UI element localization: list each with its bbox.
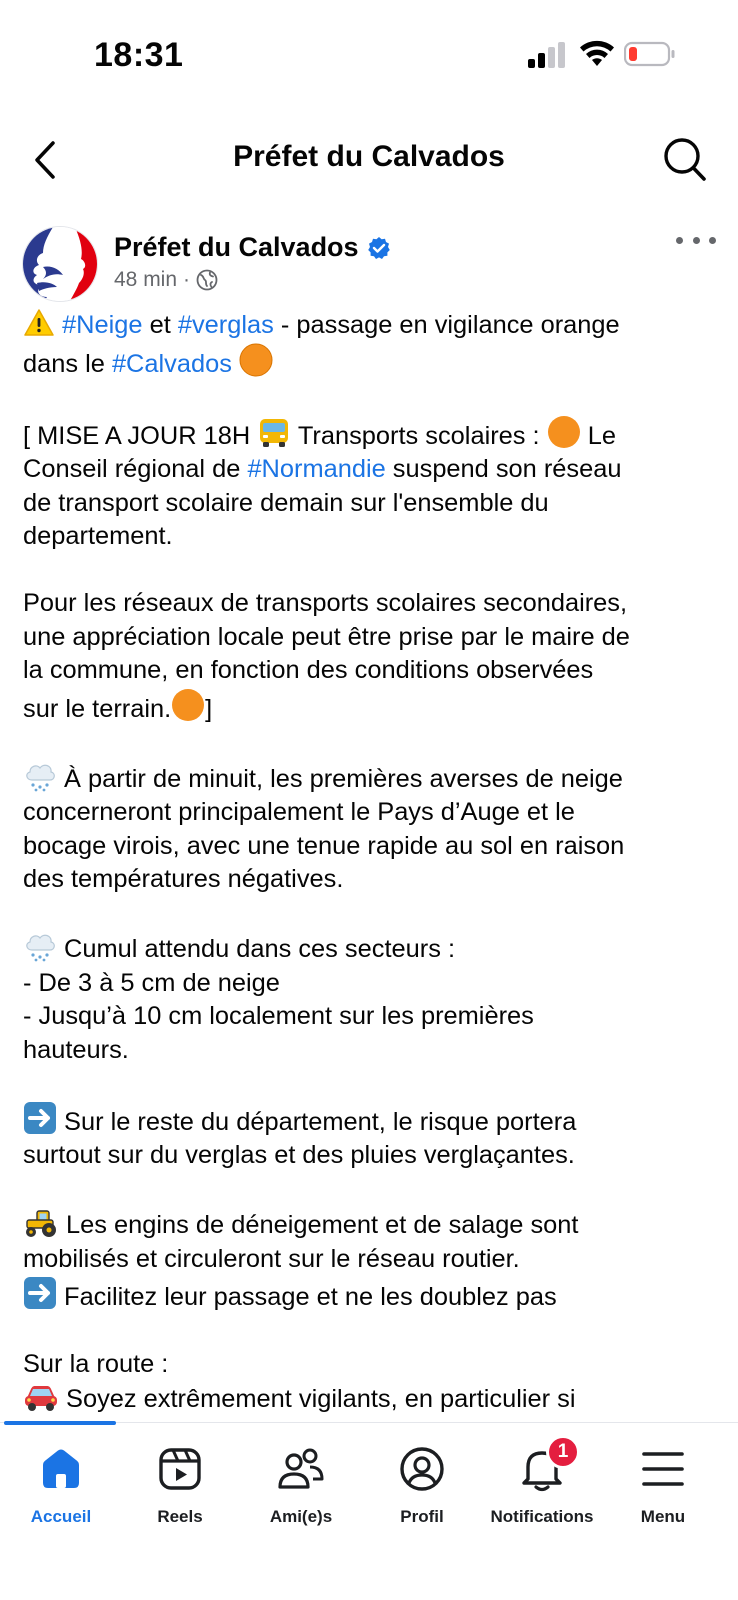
post-header <box>0 224 738 304</box>
post-line-blank <box>23 726 713 760</box>
snow-cloud-icon <box>23 930 57 962</box>
orange-circle-icon <box>171 688 205 722</box>
post-options-button[interactable] <box>676 230 716 250</box>
post-line: departement. <box>23 522 173 550</box>
status-time: 18:31 <box>94 36 184 74</box>
tab-notifications[interactable] <box>481 1437 603 1557</box>
post-line: Facilitez leur passage et ne les doublez pas <box>23 1276 713 1315</box>
post-line: Cumul attendu dans ces secteurs : <box>23 930 713 967</box>
marianne-logo-icon <box>23 227 98 302</box>
orange-circle-icon <box>547 415 581 449</box>
page-title: Préfet du Calvados <box>233 140 505 173</box>
more-dot-icon <box>693 237 700 244</box>
post-line: Les engins de déneigement et de salage sont <box>23 1206 713 1243</box>
orange-circle-icon <box>239 343 273 377</box>
home-icon <box>37 1445 85 1493</box>
post-line: de transport scolaire demain sur l'ensemble du <box>23 488 549 517</box>
top-nav-bar <box>0 128 738 192</box>
author-name[interactable] <box>114 232 391 263</box>
hashtag-link[interactable]: #Normandie <box>247 455 386 483</box>
bell-icon <box>518 1441 569 1493</box>
battery-icon <box>624 40 676 68</box>
tab-reels[interactable] <box>119 1437 241 1557</box>
post-line: #Neige et #verglas - passage en vigilance orange <box>23 308 713 343</box>
right-arrow-icon <box>23 1101 57 1135</box>
post-line-blank <box>23 1315 713 1349</box>
friends-icon <box>277 1445 325 1493</box>
bottom-tab-bar <box>0 1422 738 1600</box>
post-line: Soyez extrêmement vigilants, en particulier si <box>23 1382 713 1417</box>
verified-badge-icon <box>367 236 391 260</box>
search-button[interactable] <box>660 134 710 186</box>
post-line: des températures négatives. <box>23 865 344 893</box>
post-line: Sur la route : <box>23 1350 169 1378</box>
notification-badge: 1 <box>546 1435 580 1469</box>
tab-label: Profil <box>400 1507 444 1526</box>
post-line-blank <box>23 554 713 588</box>
post-line-blank <box>23 1067 713 1101</box>
post-line: concerneront principalement le Pays d’Auge et le <box>23 798 575 826</box>
tab-label: Reels <box>157 1507 203 1526</box>
profile-icon <box>398 1445 446 1493</box>
tab-profile[interactable] <box>361 1437 483 1557</box>
post-text <box>23 308 713 1450</box>
right-arrow-icon <box>23 1276 57 1310</box>
tab-label: Ami(e)s <box>269 1507 333 1526</box>
warning-icon <box>23 308 55 338</box>
post-meta <box>114 268 218 292</box>
page-avatar[interactable] <box>22 226 98 302</box>
cellular-signal-icon <box>528 42 566 68</box>
status-bar <box>0 0 738 100</box>
post-line: sur le terrain. ] <box>23 688 713 727</box>
tab-friends[interactable] <box>240 1437 362 1557</box>
post-line: une appréciation locale peut être prise par le maire de <box>23 622 630 651</box>
wifi-icon <box>580 40 614 68</box>
post-line: [ MISE A JOUR 18H Transports scolaires : Le <box>23 415 713 454</box>
post-line: dans le #Calvados <box>23 343 713 382</box>
hashtag-link[interactable]: #verglas <box>177 311 274 339</box>
tab-label: Notifications <box>490 1507 594 1526</box>
post-line: Pour les réseaux de transports scolaires secondaires, <box>23 589 628 617</box>
globe-icon <box>196 269 218 291</box>
tab-home[interactable] <box>0 1437 122 1557</box>
hashtag-link[interactable]: #Neige <box>62 311 143 339</box>
tractor-icon <box>23 1206 59 1238</box>
post-line-blank <box>23 381 713 415</box>
post-line: surtout sur du verglas et des pluies verglaçantes. <box>23 1141 575 1169</box>
post-line: bocage virois, avec une tenue rapide au sol en raison <box>23 831 625 860</box>
post-line: Conseil régional de #Normandie suspend son réseau <box>23 455 622 483</box>
post-line: À partir de minuit, les premières averses de neige <box>23 760 713 797</box>
search-icon <box>663 137 707 183</box>
tab-menu[interactable] <box>602 1437 724 1557</box>
post-line: hauteurs. <box>23 1035 129 1064</box>
hashtag-link[interactable]: #Calvados <box>111 349 232 378</box>
tab-label: Accueil <box>30 1507 92 1526</box>
tab-label: Menu <box>640 1507 686 1526</box>
post-line: Sur le reste du département, le risque portera <box>23 1101 713 1140</box>
more-dot-icon <box>709 237 716 244</box>
post-line: la commune, en fonction des conditions observées <box>23 656 594 684</box>
post-line-blank <box>23 897 713 931</box>
bus-icon <box>257 417 291 449</box>
meta-separator: · <box>183 268 191 291</box>
post-line-blank <box>23 1173 713 1207</box>
active-tab-indicator <box>4 1421 116 1425</box>
author-name-text: Préfet du Calvados <box>114 232 359 262</box>
reels-icon <box>156 1445 204 1493</box>
post-timestamp[interactable]: 48 min <box>114 268 178 291</box>
more-dot-icon <box>676 237 683 244</box>
post-line: - De 3 à 5 cm de neige <box>23 968 280 997</box>
menu-icon <box>639 1445 687 1493</box>
post-line: mobilisés et circuleront sur le réseau routier. <box>23 1244 520 1273</box>
snow-cloud-icon <box>23 760 57 792</box>
post-line: - Jusqu’à 10 cm localement sur les premières <box>23 1002 534 1030</box>
car-icon <box>23 1382 59 1412</box>
